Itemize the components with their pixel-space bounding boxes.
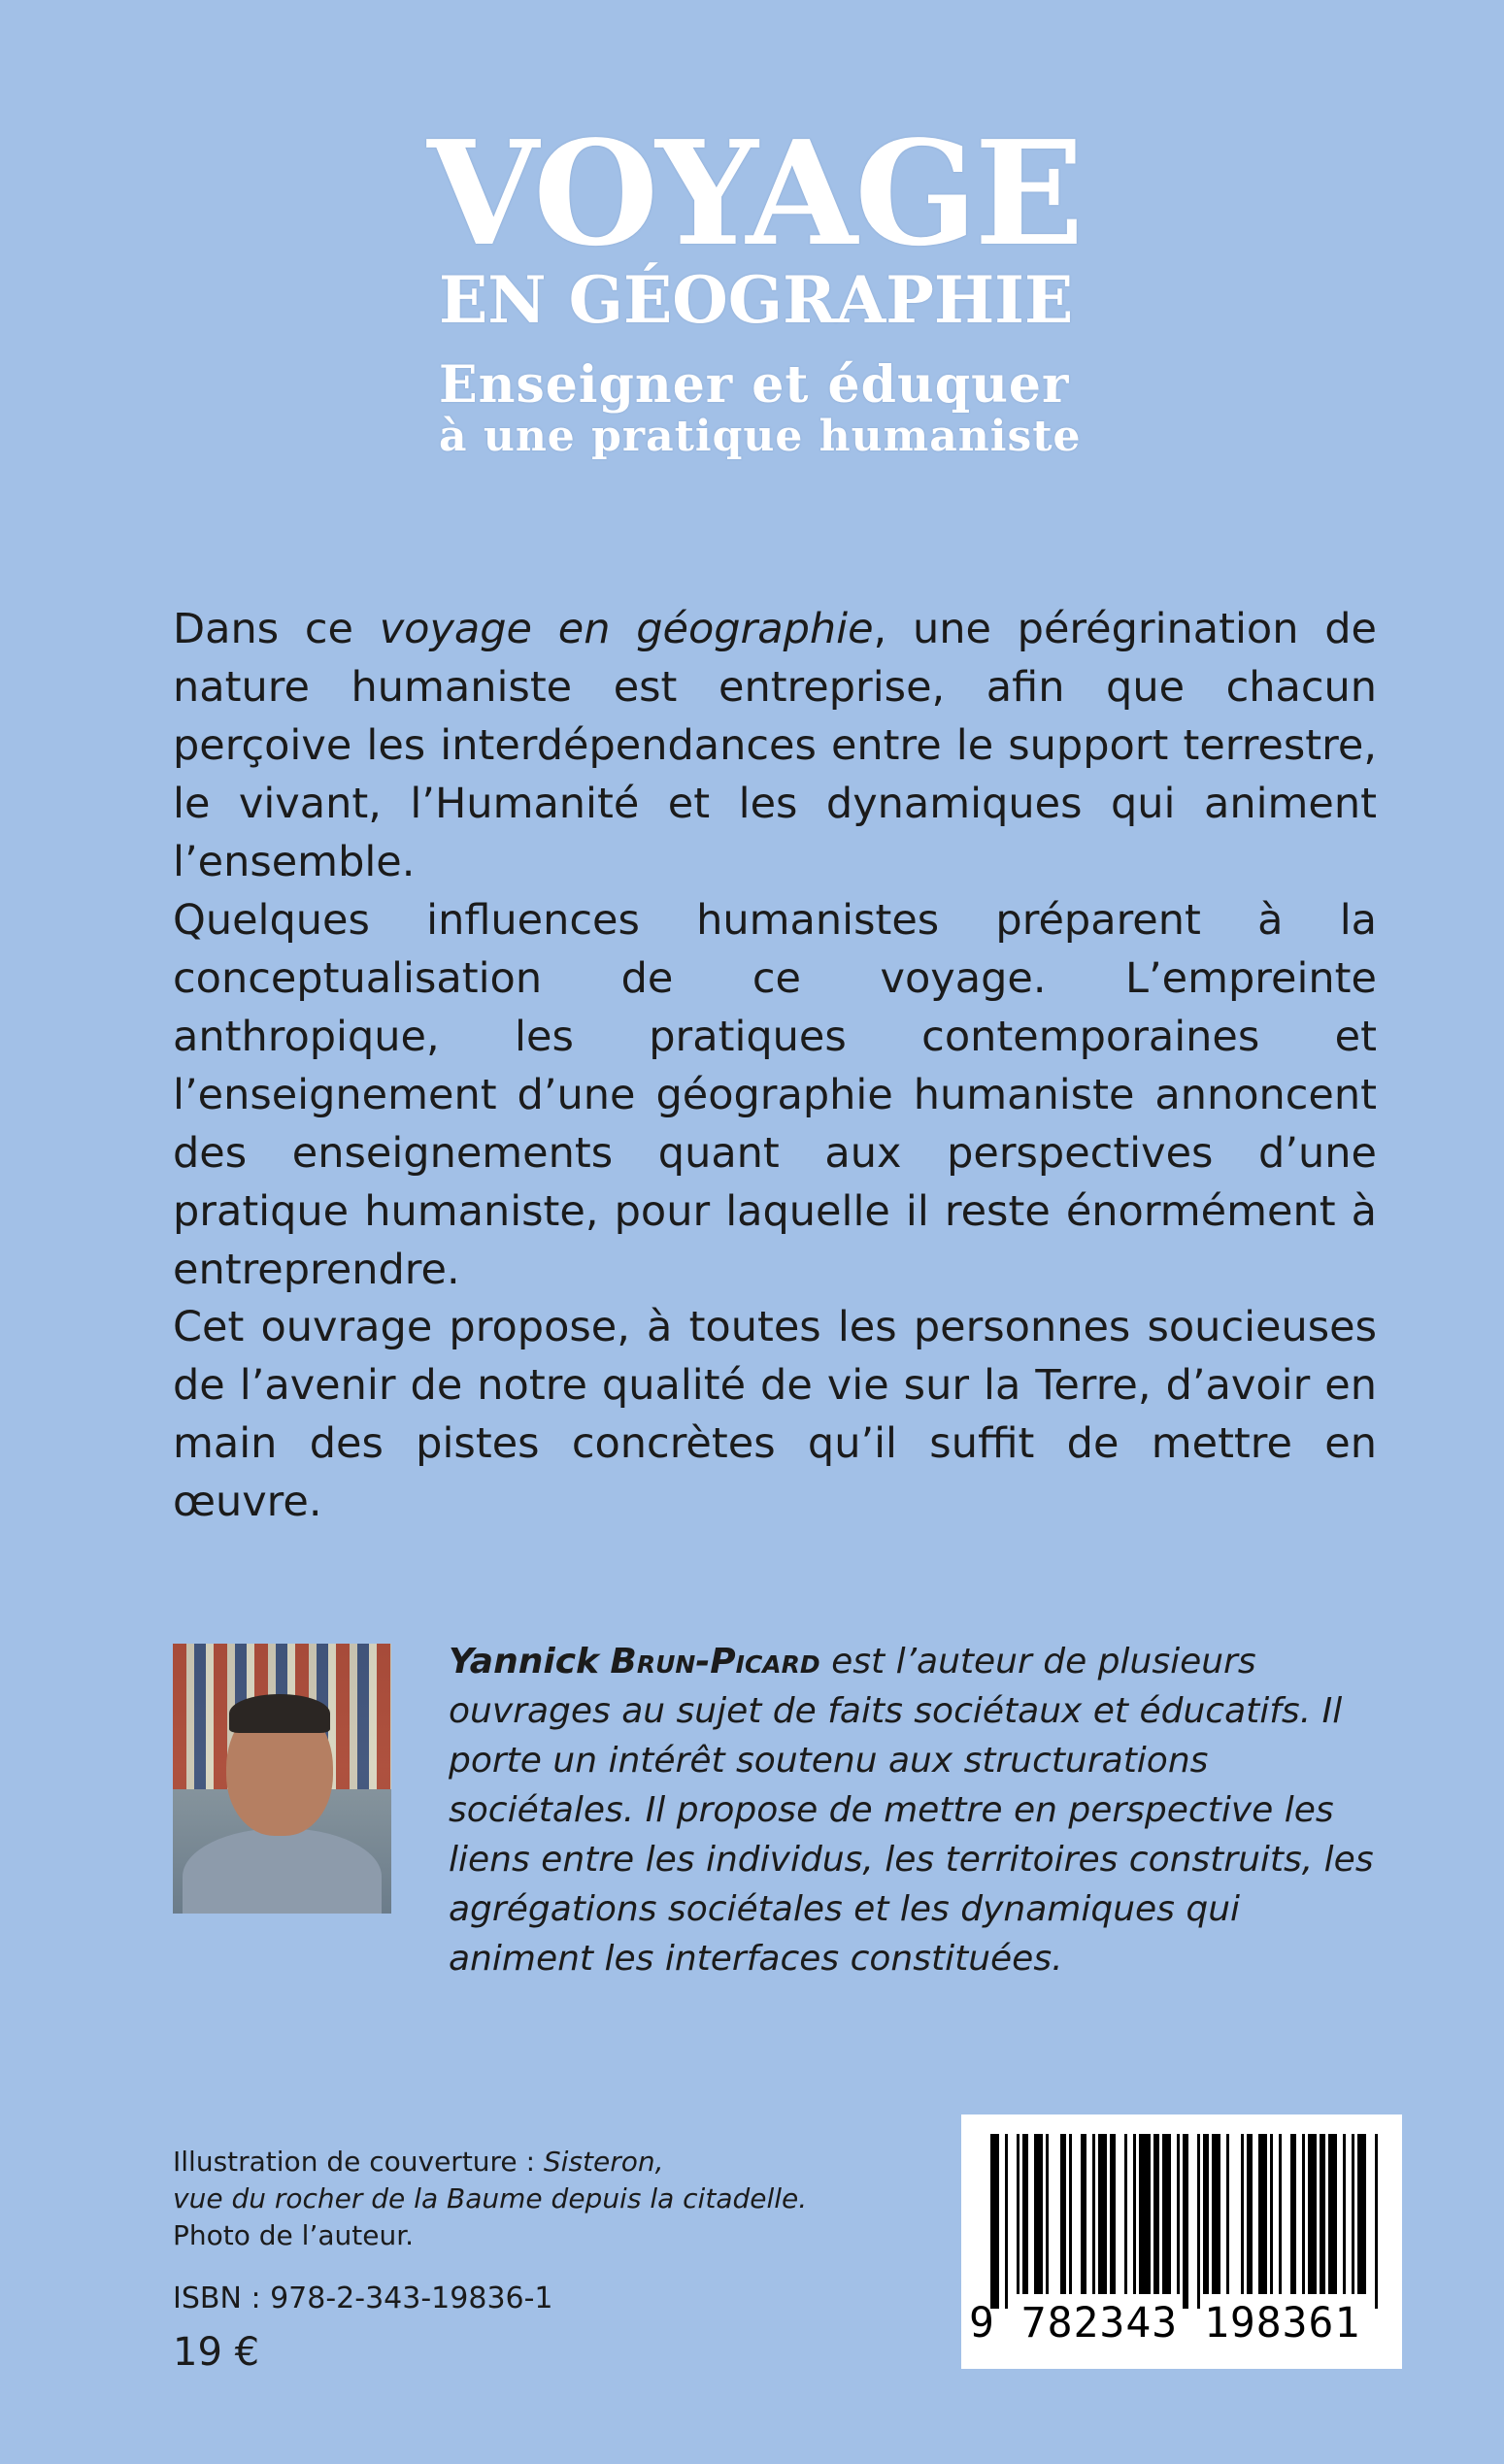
barcode-bar [1017, 2134, 1019, 2294]
barcode-bar [1183, 2134, 1188, 2309]
barcode-bar [1320, 2134, 1325, 2294]
cover-illustration-credit [173, 2144, 852, 2254]
barcode-bar [1308, 2134, 1317, 2294]
summary-p1-start: Dans ce [173, 605, 380, 653]
barcode-bar [1098, 2134, 1107, 2294]
barcode-bar [1357, 2134, 1366, 2294]
barcode-bar [1139, 2134, 1151, 2294]
barcode-bar [1081, 2134, 1086, 2294]
barcode-bar [1343, 2134, 1346, 2294]
barcode-bar [1069, 2134, 1072, 2294]
barcode-bar [1203, 2134, 1209, 2294]
barcode-bar [1092, 2134, 1095, 2294]
barcode-bar [1241, 2134, 1244, 2294]
barcode-bar [1197, 2134, 1200, 2309]
author-shirt [183, 1828, 382, 1914]
book-subtitle-line1: Enseigner et éduquer [439, 355, 1070, 415]
credit-description: vue du rocher de la Baume depuis la citadelle. [173, 2182, 808, 2214]
barcode-bar [1034, 2134, 1043, 2294]
cover-title-block [427, 109, 1126, 461]
book-subtitle-line2: à une pratique humaniste [439, 412, 1082, 461]
book-title: VOYAGE [427, 109, 1082, 278]
barcode-bar [1247, 2134, 1253, 2294]
barcode-bar [1279, 2134, 1282, 2294]
summary-paragraph-1 [173, 600, 1377, 891]
barcode-bar [1328, 2134, 1337, 2294]
barcode-bar [1110, 2134, 1116, 2294]
barcode-bar [1124, 2134, 1127, 2294]
author-bio-text: est l’auteur de plusieurs ouvrages au sujet de faits sociétaux et éducatifs. Il porte un intérêt soutenu aux structurations sociétales. Il propose de mettre en perspective les liens entre les individus, les territoires construits, les agrégations sociétales et les dynamiques qui animent les interfaces constituées. [449, 1642, 1374, 1979]
credit-place: Sisteron, [543, 2146, 664, 2178]
barcode-bar [1212, 2134, 1220, 2294]
summary-paragraph-2: Quelques influences humanistes préparent à la conceptualisation de ce voyage. L’empreinte anthropique, les pratiques contemporaines et l’enseignement d’une géographie humaniste annoncent des enseignements quant aux perspectives d’une pratique humaniste, pour laquelle il reste énormément à entreprendre. [173, 896, 1377, 1294]
barcode-bars [961, 2114, 1402, 2309]
barcode-bar [990, 2134, 999, 2309]
barcode-bar [1290, 2134, 1296, 2294]
author-first-name: Yannick [449, 1642, 599, 1682]
summary-p1-emphasis: voyage en géographie [379, 605, 874, 653]
barcode-bar [1133, 2134, 1136, 2294]
book-title-line2: EN GÉOGRAPHIE [439, 262, 1074, 338]
credit-label: Illustration de couverture : [173, 2146, 544, 2178]
barcode-bar [1005, 2134, 1008, 2309]
credit-photo-note: Photo de l’auteur. [173, 2219, 415, 2251]
barcode-bar [1022, 2134, 1028, 2294]
barcode-bar [1162, 2134, 1171, 2294]
barcode [961, 2114, 1402, 2369]
barcode-bar [1375, 2134, 1378, 2309]
barcode-bar [1258, 2134, 1267, 2294]
barcode-bar [1302, 2134, 1305, 2294]
barcode-number: 9 782343 198361 [969, 2299, 1361, 2347]
barcode-bar [1270, 2134, 1273, 2294]
summary-p1-end: , une pérégrination de nature humaniste est entreprise, afin que chacun perçoive les interdépendances entre le support terrestre, le vivant, l’Humanité et les dynamiques qui animent l’ensemble. [173, 605, 1377, 886]
barcode-bar [1352, 2134, 1354, 2294]
price-label: 19 € [173, 2330, 260, 2375]
author-bio [449, 1637, 1381, 1983]
isbn-number: ISBN : 978-2-343-19836-1 [173, 2281, 553, 2315]
barcode-bar [1226, 2134, 1229, 2294]
barcode-bar [1060, 2134, 1066, 2294]
barcode-bar [1046, 2134, 1049, 2294]
summary-paragraph-3: Cet ouvrage propose, à toutes les personnes soucieuses de l’avenir de notre qualité de vie sur la Terre, d’avoir en main des pistes concrètes qu’il suffit de mettre en œuvre. [173, 1303, 1377, 1526]
barcode-bar [1177, 2134, 1180, 2294]
barcode-bar [1153, 2134, 1159, 2294]
author-hair [229, 1694, 330, 1733]
author-photo [173, 1644, 391, 1914]
author-last-name: Brun-Picard [610, 1642, 820, 1682]
